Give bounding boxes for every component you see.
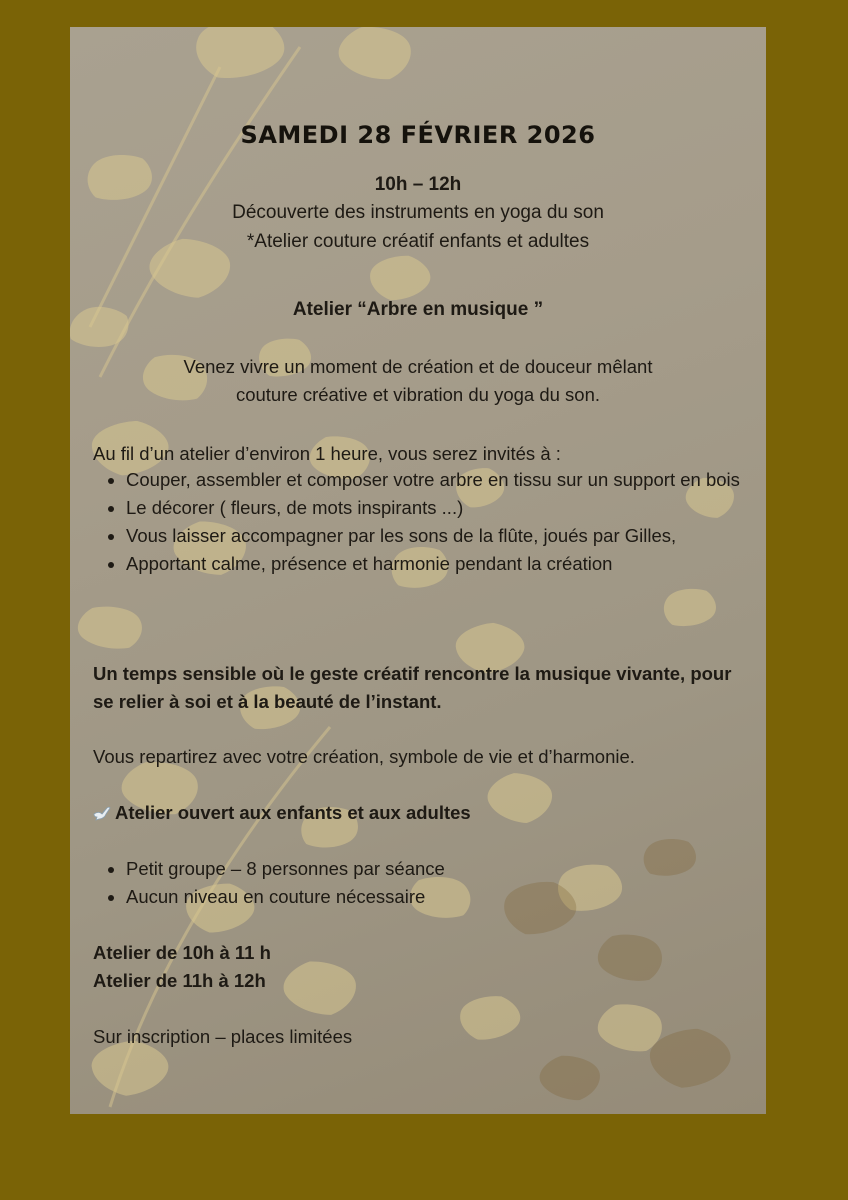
subtitle-line-1: Découverte des instruments en yoga du son bbox=[232, 202, 604, 223]
list-item: • Vous laisser accompagner par les sons de la flûte, joués par Gilles, bbox=[126, 522, 746, 550]
details-list bbox=[93, 855, 746, 911]
flyer-content bbox=[70, 27, 766, 1114]
subtitle-line-2: *Atelier couture créatif enfants et adultes bbox=[246, 231, 590, 252]
highlight-paragraph: Un temps sensible où le geste créatif rencontre la musique vivante, pour se relier à soi et à la beauté de l’instant. bbox=[93, 663, 732, 712]
take-home-text: Vous repartirez avec votre création, symbole de vie et d’harmonie. bbox=[93, 746, 635, 767]
audience-heading-text: Atelier ouvert aux enfants et aux adultes bbox=[115, 802, 471, 823]
session-2-time: Atelier de 11h à 12h bbox=[93, 970, 266, 991]
dove-icon bbox=[93, 801, 111, 829]
list-item: • Couper, assembler et composer votre arbre en tissu sur un support en bois bbox=[126, 466, 746, 494]
activities-list bbox=[93, 466, 746, 578]
audience-heading bbox=[93, 799, 743, 829]
intro-line-2: couture créative et vibration du yoga du son. bbox=[235, 384, 601, 405]
session-1-time: Atelier de 10h à 11 h bbox=[93, 942, 271, 963]
flyer-paper bbox=[70, 27, 766, 1114]
intro-line-1: Venez vivre un moment de création et de douceur mêlant bbox=[183, 356, 653, 377]
signup-note: Sur inscription – places limitées bbox=[93, 1026, 353, 1047]
atelier-title: Atelier “Arbre en musique ” bbox=[292, 299, 544, 320]
event-date-title: SAMEDI 28 FÉVRIER 2026 bbox=[240, 121, 596, 149]
list-item: • Le décorer ( fleurs, de mots inspirants ...) bbox=[126, 494, 746, 522]
activities-lead: Au fil d’un atelier d’environ 1 heure, vous serez invités à : bbox=[93, 443, 561, 464]
list-item: • Apportant calme, présence et harmonie pendant la création bbox=[126, 550, 746, 578]
list-item: • Aucun niveau en couture nécessaire bbox=[126, 883, 746, 911]
event-time: 10h – 12h bbox=[374, 174, 462, 195]
list-item: • Petit groupe – 8 personnes par séance bbox=[126, 855, 746, 883]
